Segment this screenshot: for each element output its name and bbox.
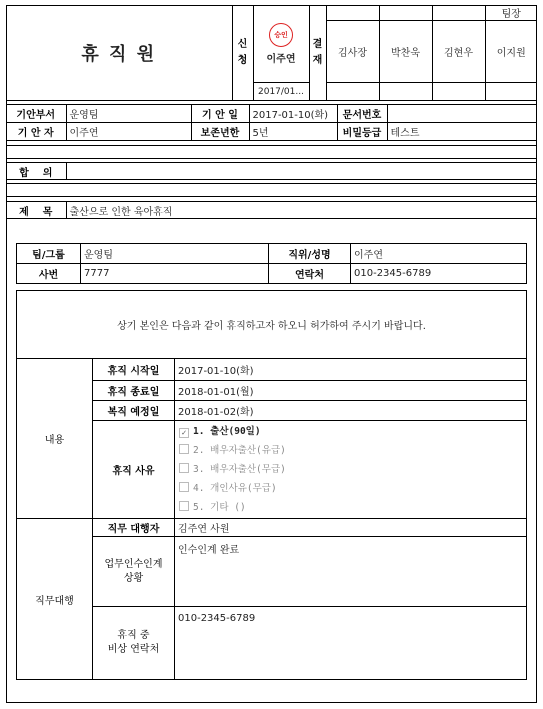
reason-option[interactable]: ✓ 1. 출산(90일) — [179, 422, 526, 441]
apply-label: 신 청 — [232, 5, 253, 101]
agree-value — [66, 163, 537, 180]
return-label: 복직 예정일 — [93, 401, 175, 421]
checkbox-icon[interactable] — [179, 444, 189, 454]
date-value: 2017-01-10(화) — [249, 105, 337, 123]
content-section-label: 내용 — [17, 359, 93, 519]
empno-label: 사번 — [17, 264, 81, 284]
emergency-label: 휴직 중 비상 연락처 — [93, 607, 175, 680]
signer-2: 박찬욱 — [379, 21, 432, 83]
team-value: 운영팀 — [81, 244, 269, 264]
page-title: 휴 직 원 — [6, 5, 232, 101]
subject-label: 제 목 — [6, 202, 66, 219]
blank-row — [6, 145, 537, 159]
checkbox-icon[interactable] — [179, 501, 189, 511]
dept-value: 운영팀 — [66, 105, 191, 123]
approval-stamp-icon: 승인 — [269, 23, 293, 47]
date-label: 기 안 일 — [191, 105, 249, 123]
reason-list — [175, 421, 527, 519]
signer-header-3 — [432, 5, 485, 21]
position-label: 직위/성명 — [269, 244, 351, 264]
statement-text: 상기 본인은 다음과 같이 휴직하고자 하오니 허가하여 주시기 바랍니다. — [17, 291, 527, 359]
meta-table — [6, 104, 537, 141]
emergency-value: 010-2345-6789 — [175, 607, 527, 680]
reason-option[interactable]: 5. 기타 () — [179, 498, 526, 517]
deputy-value: 김주연 사원 — [175, 519, 527, 537]
retention-label: 보존년한 — [191, 123, 249, 141]
checkbox-icon[interactable] — [179, 482, 189, 492]
end-value: 2018-01-01(월) — [175, 381, 527, 401]
drafter-label: 기 안 자 — [6, 123, 66, 141]
sign-label: 결 재 — [309, 5, 326, 101]
applicant-date: 2017/01... — [253, 83, 309, 101]
signer-header-2 — [379, 5, 432, 21]
empno-value: 7777 — [81, 264, 269, 284]
deputy-label: 직무 대행자 — [93, 519, 175, 537]
agree-table — [6, 162, 537, 180]
drafter-value: 이주연 — [66, 123, 191, 141]
applicant-stamp-cell — [253, 5, 309, 83]
checkbox-icon[interactable] — [179, 463, 189, 473]
checkbox-icon[interactable]: ✓ — [179, 428, 189, 438]
subject-table — [6, 201, 537, 219]
docno-label: 문서번호 — [337, 105, 387, 123]
handover-value: 인수인계 완료 — [175, 537, 527, 607]
end-label: 휴직 종료일 — [93, 381, 175, 401]
reason-label: 휴직 사유 — [93, 421, 175, 519]
security-label: 비밀등급 — [337, 123, 387, 141]
start-value: 2017-01-10(화) — [175, 359, 527, 381]
signer-4: 이지원 — [485, 21, 537, 83]
reason-option[interactable]: 2. 배우자출산(유급) — [179, 441, 526, 460]
leave-form-table — [16, 290, 527, 680]
return-value: 2018-01-02(화) — [175, 401, 527, 421]
team-label: 팀/그룹 — [17, 244, 81, 264]
position-value: 이주연 — [351, 244, 527, 264]
signer-1: 김사장 — [326, 21, 379, 83]
retention-value: 5년 — [249, 123, 337, 141]
proxy-section-label: 직무대행 — [17, 519, 93, 680]
header-table — [6, 5, 537, 101]
dept-label: 기안부서 — [6, 105, 66, 123]
handover-label: 업무인수인계 상황 — [93, 537, 175, 607]
employee-info-table — [16, 243, 527, 284]
security-value: 테스트 — [387, 123, 537, 141]
signer-3: 김현우 — [432, 21, 485, 83]
contact-value: 010-2345-6789 — [351, 264, 527, 284]
signer-header-4: 팀장 — [485, 5, 537, 21]
blank-row — [6, 183, 537, 197]
reason-option[interactable]: 3. 배우자출산(무급) — [179, 460, 526, 479]
contact-label: 연락처 — [269, 264, 351, 284]
signer-header-1 — [326, 5, 379, 21]
agree-label: 합 의 — [6, 163, 66, 180]
reason-option[interactable]: 4. 개인사유(무급) — [179, 479, 526, 498]
start-label: 휴직 시작일 — [93, 359, 175, 381]
docno-value — [387, 105, 537, 123]
applicant-name: 이주연 — [266, 53, 296, 65]
subject-value: 출산으로 인한 육아휴직 — [66, 202, 537, 219]
